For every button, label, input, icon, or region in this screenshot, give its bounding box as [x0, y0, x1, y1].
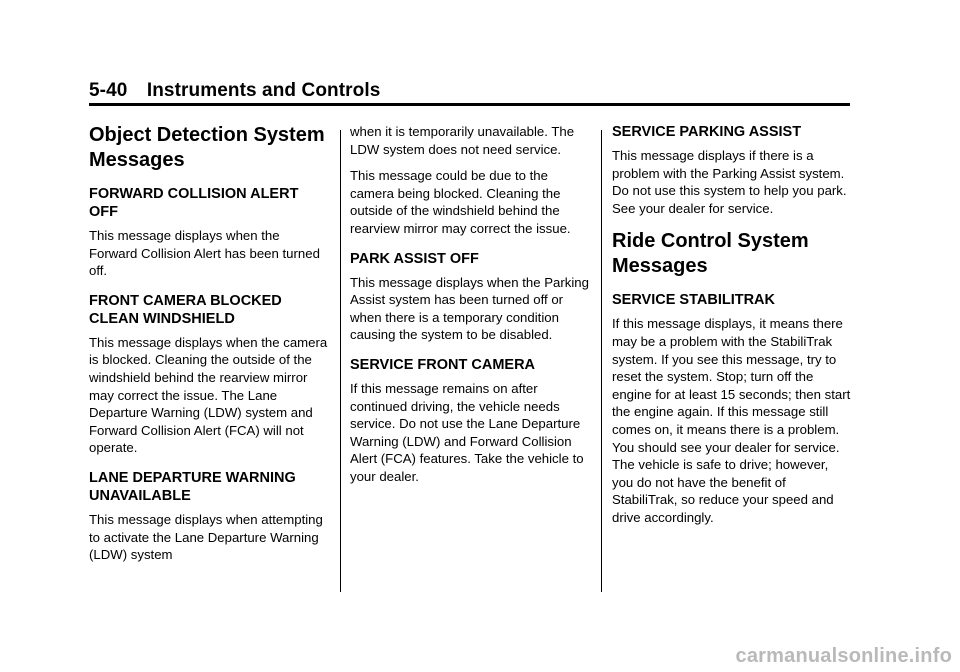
heading-forward-collision-alert-off: FORWARD COLLISION ALERT OFF [89, 186, 299, 220]
watermark: carmanualsonline.info [735, 645, 952, 667]
paragraph: If this message displays, it means there may be a problem with the StabiliTrak system. If you see this message, try to reset the system. Stop; turn off the engine for at least 15 seconds; then start the engine again. If this message still comes on, it means there is a problem. You should see your dealer for service. The vehicle is safe to drive; however, you do not have the benefit of StabiliTrak, so reduce your speed and drive accordingly. [612, 316, 851, 525]
page-header [89, 80, 380, 102]
heading-front-camera-blocked: FRONT CAMERA BLOCKED CLEAN WINDSHIELD [89, 292, 282, 327]
heading-service-front-camera: SERVICE FRONT CAMERA [350, 356, 536, 373]
paragraph: This message displays when the Parking Assist system has been turned off or when there is a temporary condition causing the system to be disabled. [350, 274, 589, 343]
column-2 [350, 123, 590, 495]
paragraph: If this message remains on after continued driving, the vehicle needs service. Do not use the Lane Departure Warning (LDW) and Forward Collision Alert (FCA) features. Take the vehicle to your dealer. [350, 380, 584, 484]
paragraph: This message displays when attempting to activate the Lane Departure Warning (LDW) system [89, 511, 323, 563]
heading-service-parking-assist: SERVICE PARKING ASSIST [612, 124, 802, 140]
column-divider-2 [601, 130, 602, 592]
heading-lane-departure-unavailable: LANE DEPARTURE WARNING UNAVAILABLE [89, 469, 296, 504]
paragraph: This message displays if there is a problem with the Parking Assist system. Do not use this system to help you park. See your dealer for service. [612, 148, 847, 216]
paragraph: when it is temporarily unavailable. The LDW system does not need service. [350, 124, 575, 157]
column-divider-1 [340, 130, 341, 592]
heading-park-assist-off: PARK ASSIST OFF [350, 250, 479, 267]
heading-ride-control-messages: Ride Control System Messages [612, 230, 809, 278]
paragraph: This message displays when the camera is blocked. Cleaning the outside of the windshield behind the rearview mirror may correct the issue. The Lane Departure Warning (LDW) system and Forward Collision Alert (FCA) will not operate. [89, 334, 328, 456]
heading-service-stabilitrak: SERVICE STABILITRAK [612, 292, 776, 309]
section-title: Instruments and Controls [146, 80, 381, 101]
heading-object-detection-messages: Object Detection System Messages [89, 124, 325, 171]
column-1 [89, 123, 329, 573]
paragraph: This message displays when the Forward Collision Alert has been turned off. [89, 228, 320, 279]
header-rule [89, 103, 850, 106]
page-number: 5-40 [89, 80, 128, 101]
column-3 [612, 123, 852, 536]
paragraph: This message could be due to the camera being blocked. Cleaning the outside of the windshield behind the rearview mirror may correct the issue. [350, 168, 571, 236]
